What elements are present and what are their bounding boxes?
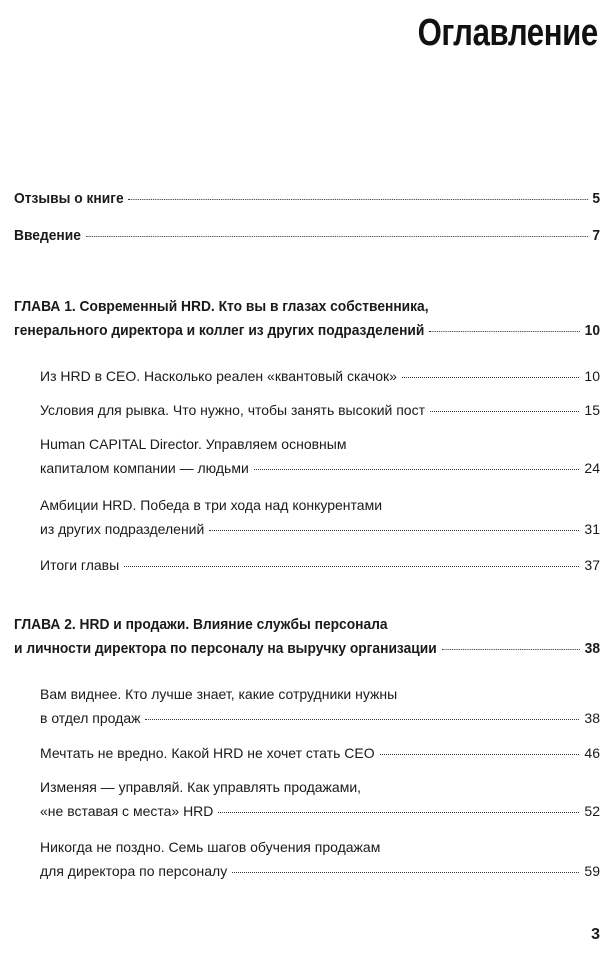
toc-page-number: 46 [584,745,600,761]
toc-section[interactable] [40,364,600,388]
section-title-line-1: Никогда не поздно. Семь шагов обучения продажам [40,839,381,855]
toc-section[interactable] [40,553,600,577]
chapter-title-line-1: ГЛАВА 1. Современный HRD. Кто вы в глазах собственника, [14,298,429,315]
toc-chapter-1[interactable] [14,295,601,343]
section-title-line-2: «не вставая с места» HRD [40,803,214,819]
toc-page-number: 59 [584,863,600,879]
dot-leader [254,469,580,470]
section-title: Из HRD в CEO. Насколько реален «квантовый скачок» [40,368,397,384]
toc-page-number: 38 [584,640,601,657]
dot-leader [380,754,580,755]
section-title-line-2: из других подразделений [40,521,205,537]
toc-section[interactable] [40,741,600,765]
toc-chapter-2[interactable] [14,613,601,661]
toc-page-number: 15 [584,402,600,418]
toc-section[interactable] [40,398,600,422]
toc-section[interactable] [40,835,600,883]
toc-section[interactable] [40,775,600,823]
section-title-line-1: Вам виднее. Кто лучше знает, какие сотрудники нужны [40,686,398,702]
toc-entry-title: Введение [14,227,81,244]
page-number: 3 [591,926,600,943]
section-title-line-2: капиталом компании — людьми [40,460,249,476]
dot-leader [128,199,587,200]
section-title-line-1: Изменяя — управляй. Как управлять продажами, [40,779,362,795]
dot-leader [85,236,587,237]
toc-entry-title: Отзывы о книге [14,190,124,207]
toc-page-number: 10 [584,322,601,339]
toc-page-number: 10 [584,368,600,384]
chapter-title-line-2: генерального директора и коллег из других подразделений [14,322,425,339]
page-title: Оглавление [417,12,598,54]
toc-page-number: 7 [592,227,601,244]
dot-leader [232,872,579,873]
toc-section[interactable] [40,682,600,730]
section-title-line-1: Human CAPITAL Director. Управляем основным [40,436,347,452]
toc-section[interactable] [40,493,600,541]
toc-page-number: 5 [592,190,601,207]
chapter-title-line-1: ГЛАВА 2. HRD и продажи. Влияние службы персонала [14,616,388,633]
section-title: Условия для рывка. Что нужно, чтобы занять высокий пост [40,402,425,418]
toc-section[interactable] [40,432,600,480]
section-title-line-2: в отдел продаж [40,710,141,726]
section-title: Мечтать не вредно. Какой HRD не хочет стать CEO [40,745,375,761]
section-title-line-1: Амбиции HRD. Победа в три хода над конкурентами [40,497,383,513]
dot-leader [402,377,580,378]
dot-leader [209,530,579,531]
dot-leader [430,411,579,412]
dot-leader [218,812,579,813]
toc-page-number: 31 [584,521,600,537]
section-title-line-2: для директора по персоналу [40,863,228,879]
toc-page-number: 37 [584,557,600,573]
dot-leader [145,719,579,720]
toc-page-number: 52 [584,803,600,819]
chapter-title-line-2: и личности директора по персоналу на выручку организации [14,640,437,657]
toc-page-number: 24 [584,460,600,476]
section-title: Итоги главы [40,557,120,573]
toc-entry-reviews[interactable] [14,190,601,207]
dot-leader [124,566,579,567]
dot-leader [429,331,580,332]
dot-leader [441,649,580,650]
toc-page-number: 38 [584,710,600,726]
toc-entry-introduction[interactable] [14,227,601,244]
